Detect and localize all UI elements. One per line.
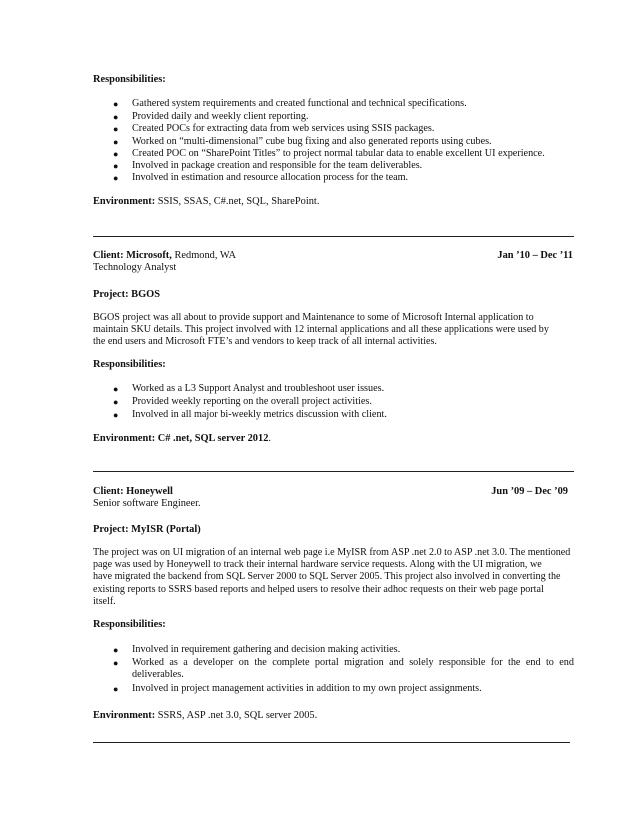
environment-line xyxy=(93,433,271,445)
list-item-text: Worked as a developer on the complete portal migration and solely responsible for the end to end deliverables. xyxy=(132,657,574,680)
environment-line xyxy=(93,196,319,208)
employment-dates: Jun ’09 – Dec ’09 xyxy=(491,486,568,497)
environment-label: Environment: xyxy=(93,196,156,207)
bullet-icon: ● xyxy=(113,161,119,171)
environment-value: C# .net, SQL server 2012 xyxy=(155,433,269,444)
responsibilities-heading: Responsibilities: xyxy=(93,359,166,370)
environment-value: SSIS, SSAS, C#.net, SQL, SharePoint. xyxy=(155,196,320,207)
project-description: The project was on UI migration of an internal web page i.e MyISR from ASP .net 2.0 to ASP .net 3.0. The mentioned page was used by Honeywell to track their internal hardware service requests. Along with the UI migration, we have migrated the backend from SQL Server 2000 to SQL Server 2005. This project also involved in converting the existing reports to SSRS based reports and helped users to resolve their adhoc requests on their web page portal itself. xyxy=(93,547,571,607)
environment-value: SSRS, ASP .net 3.0, SQL server 2005. xyxy=(155,710,318,721)
bullet-icon: ● xyxy=(113,658,119,668)
bullet-icon: ● xyxy=(113,112,119,122)
responsibilities-heading: Responsibilities: xyxy=(93,74,166,85)
bullet-icon: ● xyxy=(113,173,119,183)
bullet-icon: ● xyxy=(113,124,119,134)
project-description: BGOS project was all about to provide support and Maintenance to some of Microsoft Internal application to maintain SKU details. This project involved with 12 internal applications and all these applications were used by the end users and Microsoft FTE’s and vendors to keep track of all internal activities. xyxy=(93,312,549,348)
section-divider xyxy=(93,471,574,472)
environment-label: Environment: xyxy=(93,433,156,444)
bullet-icon: ● xyxy=(113,684,119,694)
job-title: Technology Analyst xyxy=(93,262,177,273)
environment-label: Environment: xyxy=(93,710,156,721)
bullet-icon: ● xyxy=(113,384,119,394)
bullet-icon: ● xyxy=(113,410,119,420)
bullet-icon: ● xyxy=(113,149,119,159)
client-location: Redmond, WA xyxy=(171,250,237,261)
bullet-icon: ● xyxy=(113,99,119,109)
project-title: Project: MyISR (Portal) xyxy=(93,524,201,535)
client-line xyxy=(93,250,236,262)
employment-dates: Jan ’10 – Dec ’11 xyxy=(497,250,573,261)
section-divider xyxy=(93,236,574,237)
section-divider xyxy=(93,742,570,743)
resume-page: Responsibilities: ● Gathered system requirements and created functional and technical specifications. ● Provided daily and weekly client reporting. ● Created POCs for extracting data from web services using SSIS packages. ● Worked on “multi-dimensional” cube bug fixing and also generated reports using cubes. ● Created POC on “SharePoint Titles” to project normal tabular data to enable excellent UI experience. ● Involved in package creation and responsible for the team deliverables. ● Involved in estimation and resource allocation process for the team. Environment: SSIS, SSAS, C#.net, SQL, SharePoint. Client: Microsoft, Redmond, WA Jan ’10 – Dec ’11 Technology Analyst Project: BGOS BGOS project was all about to provide support and Maintenance to some of Microsoft Internal application to maintain SKU details. This project involved with 12 internal applications and all these applications were used by the end users and Microsoft FTE’s and vendors to keep track of all internal activities. Responsibilities: ● Worked as a L3 Support Analyst and troubleshoot user issues. ● Provided weekly reporting on the overall project activities. ● Involved in all major bi-weekly metrics discussion with client. Environment: C# .net, SQL server 2012. Client: Honeywell Jun ’09 – Dec ’09 Senior software Engineer. Project: MyISR (Portal) The project was on UI migration of an internal web page i.e MyISR from ASP .net 2.0 to ASP .net 3.0. The mentioned page was used by Honeywell to track their internal hardware service requests. Along with the UI migration, we have migrated the backend from SQL Server 2000 to SQL Server 2005. This project also involved in converting the existing reports to SSRS based reports and helped users to resolve their adhoc requests on their web page portal itself. Responsibilities: ● Involved in requirement gathering and decision making activities. ● Worked as a developer on the complete portal migration and solely responsible for the end to end deliverables. ● Involved in project management activities in addition to my own project assignments. Environment: SSRS, ASP .net 3.0, SQL server 2005. xyxy=(0,0,638,826)
job-title: Senior software Engineer. xyxy=(93,498,201,509)
bullet-icon: ● xyxy=(113,137,119,147)
environment-line xyxy=(93,710,317,722)
client-label: Client: Microsoft, xyxy=(93,250,172,261)
bullet-icon: ● xyxy=(113,645,119,655)
client-label: Client: Honeywell xyxy=(93,486,173,497)
bullet-icon: ● xyxy=(113,397,119,407)
responsibilities-heading: Responsibilities: xyxy=(93,619,166,630)
environment-tail: . xyxy=(268,433,271,444)
project-title: Project: BGOS xyxy=(93,289,161,300)
